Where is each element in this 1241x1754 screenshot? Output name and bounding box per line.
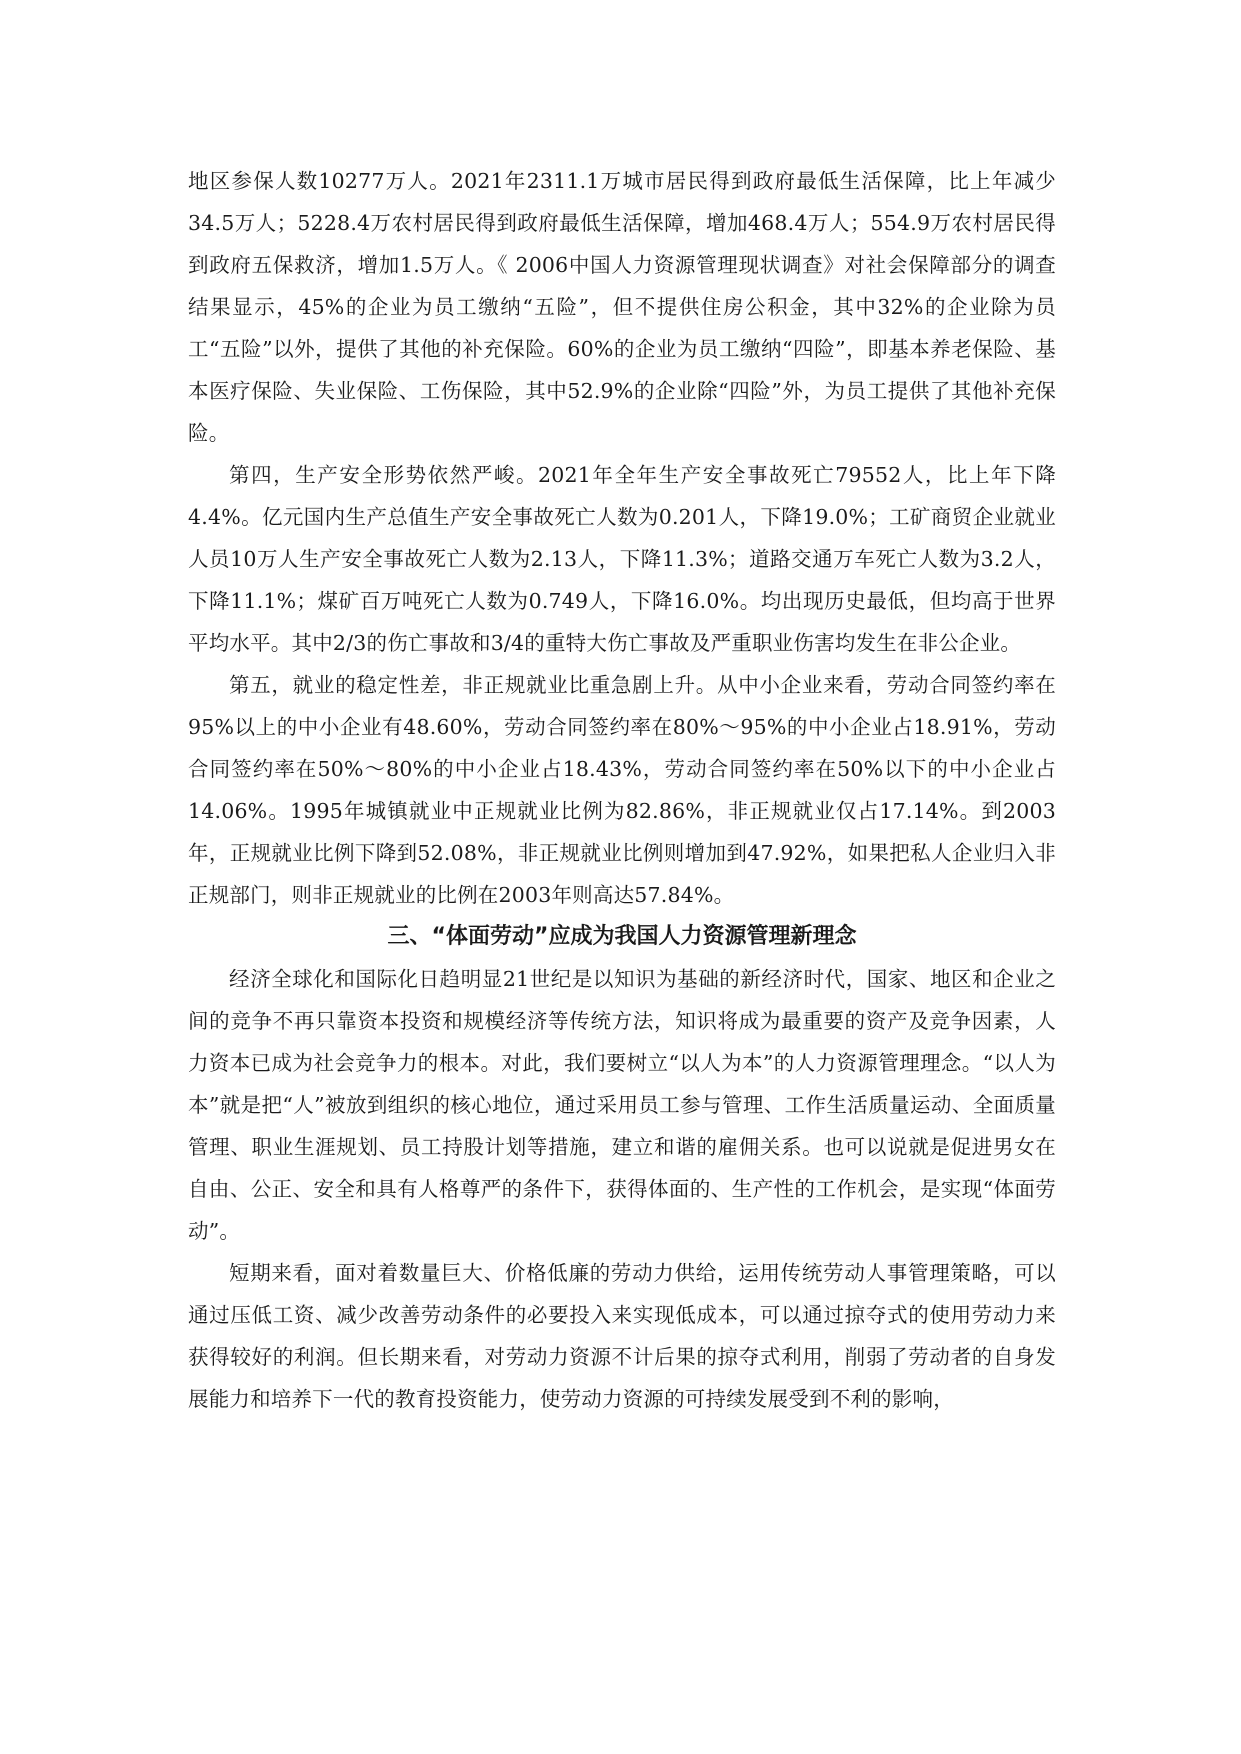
- paragraph-short-long-term: 短期来看，面对着数量巨大、价格低廉的劳动力供给，运用传统劳动人事管理策略，可以通过压低工资、减少改善劳动条件的必要投入来实现低成本，可以通过掠夺式的使用劳动力来获得较好的利润。但长期来看，对劳动力资源不计后果的掠夺式利用，削弱了劳动者的自身发展能力和培养下一代的教育投资能力，使劳动力资源的可持续发展受到不利的影响，: [188, 1261, 1056, 1411]
- paragraph-production-safety: 第四，生产安全形势依然严峻。2021年全年生产安全事故死亡79552人，比上年下降4.4%。亿元国内生产总值生产安全事故死亡人数为0.201人，下降19.0%；工矿商贸企业就业人员10万人生产安全事故死亡人数为2.13人，下降11.3%；道路交通万车死亡人数为3.2人，下降11.1%；煤矿百万吨死亡人数为0.749人，下降16.0%。均出现历史最低，但均高于世界平均水平。其中2/3的伤亡事故和3/4的重特大伤亡事故及严重职业伤害均发生在非公企业。: [188, 463, 1056, 655]
- paragraph-social-security: 地区参保人数10277万人。2021年2311.1万城市居民得到政府最低生活保障，比上年减少34.5万人；5228.4万农村居民得到政府最低生活保障，增加468.4万人；554.9万农村居民得到政府五保救济，增加1.5万人。《 2006中国人力资源管理现状调查》对社会保障部分的调查结果显示，45%的企业为员工缴纳“五险”，但不提供住房公积金，其中32%的企业除为员工“五险”以外，提供了其他的补充保险。60%的企业为员工缴纳“四险”，即基本养老保险、基本医疗保险、失业保险、工伤保险，其中52.9%的企业除“四险”外，为员工提供了其他补充保险。: [188, 169, 1056, 445]
- paragraph-employment-stability: 第五，就业的稳定性差，非正规就业比重急剧上升。从中小企业来看，劳动合同签约率在95%以上的中小企业有48.60%，劳动合同签约率在80%～95%的中小企业占18.91%，劳动合同签约率在50%～80%的中小企业占18.43%，劳动合同签约率在50%以下的中小企业占14.06%。1995年城镇就业中正规就业比例为82.86%，非正规就业仅占17.14%。到2003年，正规就业比例下降到52.08%，非正规就业比例则增加到47.92%，如果把私人企业归入非正规部门，则非正规就业的比例在2003年则高达57.84%。: [188, 673, 1056, 907]
- paragraph-people-oriented: 经济全球化和国际化日趋明显21世纪是以知识为基础的新经济时代，国家、地区和企业之间的竞争不再只靠资本投资和规模经济等传统方法，知识将成为最重要的资产及竞争因素，人力资本已成为社会竞争力的根本。对此，我们要树立“以人为本”的人力资源管理理念。“以人为本”就是把“人”被放到组织的核心地位，通过采用员工参与管理、工作生活质量运动、全面质量管理、职业生涯规划、员工持股计划等措施，建立和谐的雇佣关系。也可以说就是促进男女在自由、公正、安全和具有人格尊严的条件下，获得体面的、生产性的工作机会，是实现“体面劳动”。: [188, 967, 1056, 1243]
- section-heading: 三、“体面劳动”应成为我国人力资源管理新理念: [387, 924, 857, 949]
- document-page: [188, 160, 1056, 1420]
